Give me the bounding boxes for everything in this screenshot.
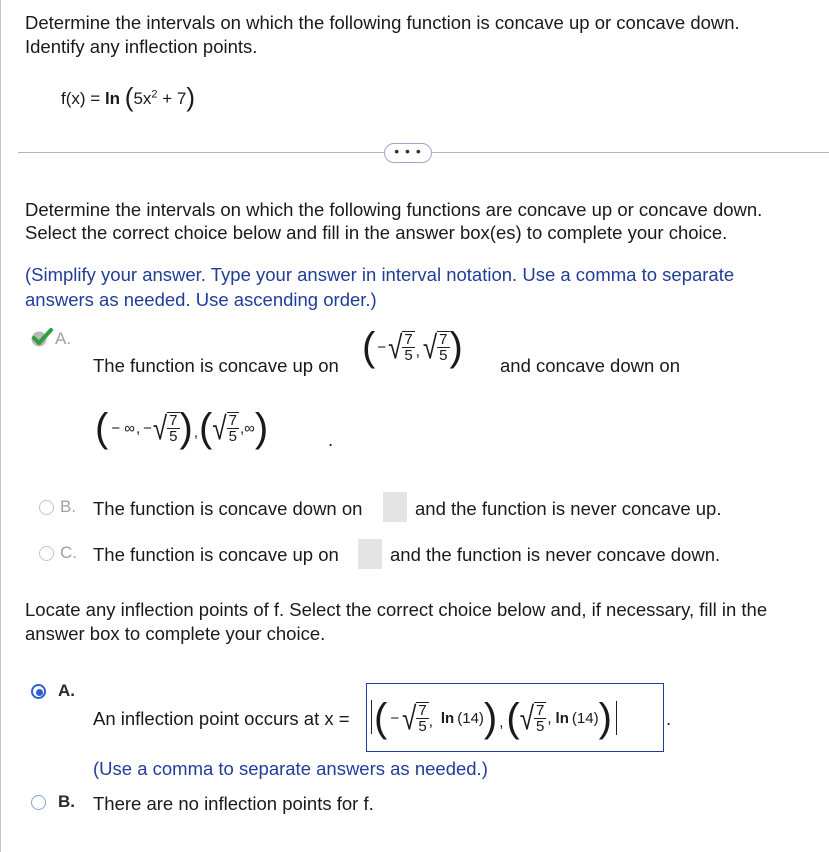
- answer2-comma3: ,: [239, 419, 245, 437]
- part1-instruction-line1: Determine the intervals on which the following functions are concave up or concave down.: [25, 199, 763, 220]
- part1-option-b-answer-box[interactable]: [383, 492, 407, 522]
- frac-den: 5: [418, 718, 427, 735]
- frac-den: 5: [228, 428, 237, 445]
- answer3-ln2: ln: [555, 709, 569, 727]
- frac-den: 5: [536, 718, 545, 735]
- answer2-rparen2: ): [254, 406, 269, 450]
- frac-num: 7: [228, 412, 237, 429]
- answer1-sqrt1: [388, 328, 415, 366]
- answer-divider: [616, 701, 617, 735]
- function-lhs: f(x) =: [61, 89, 101, 108]
- part2-option-b-radio[interactable]: [31, 795, 46, 810]
- part1-option-c-text2: and the function is never concave down.: [390, 544, 721, 565]
- question-text-line2: Identify any inflection points.: [25, 36, 258, 57]
- inflection-answer: [368, 695, 617, 741]
- part1-option-c-answer-box[interactable]: [358, 539, 382, 569]
- answer3-rparen2: ): [598, 696, 612, 740]
- answer3-ln-arg1: (14): [457, 709, 484, 727]
- part1-option-c-text1: The function is concave up on: [93, 544, 339, 565]
- answer3-lparen1: (: [374, 696, 388, 740]
- answer1-minus: −: [377, 338, 387, 356]
- part1-option-b-text2: and the function is never concave up.: [415, 498, 722, 519]
- part2-option-a-period: .: [666, 708, 672, 729]
- answer3-comma3: ,: [547, 709, 552, 727]
- answer2-sqrt1: [152, 409, 180, 447]
- part1-option-b-text1: The function is concave down on: [93, 498, 363, 519]
- answer2-sqrt2: [212, 409, 239, 447]
- frac-num: 7: [404, 331, 413, 348]
- function-exp: 2: [151, 88, 158, 101]
- part1-option-a-period: .: [328, 429, 334, 450]
- sqrt-icon: √: [402, 699, 417, 737]
- part1-option-b-letter: B.: [60, 497, 77, 516]
- part2-option-b-text: There are no inflection points for f.: [93, 793, 374, 814]
- answer3-rparen1: ): [483, 696, 498, 740]
- answer1-comma: ,: [415, 342, 420, 360]
- answer3-comma1: ,: [428, 712, 433, 730]
- part2-option-a-note: (Use a comma to separate answers as needed.): [93, 758, 488, 779]
- answer2-comma2: ,: [193, 423, 199, 441]
- answer2-lparen2: (: [199, 406, 213, 450]
- sqrt-icon: √: [212, 409, 227, 447]
- answer2-lparen1: (: [95, 406, 109, 450]
- part2-instruction-line1: Locate any inflection points of f. Select the correct choice below and, if necessary, fill in the: [25, 599, 768, 620]
- concave-down-answer: [95, 403, 268, 453]
- answer2-minus: −: [143, 419, 152, 437]
- answer3-ln1: ln: [440, 709, 455, 727]
- frac-num: 7: [536, 702, 545, 719]
- answer1-lparen: (: [362, 325, 376, 369]
- sqrt-icon: √: [388, 328, 403, 366]
- part1-instruction-line2: Select the correct choice below and fill in the answer box(es) to complete your choice.: [25, 222, 728, 243]
- part2-option-a-radio[interactable]: [31, 684, 46, 699]
- frac-den: 5: [404, 347, 413, 364]
- answer3-minus: −: [390, 709, 400, 727]
- part1-option-b-radio[interactable]: [39, 500, 54, 515]
- answer2-rparen1: ): [179, 406, 193, 450]
- answer2-inf: ∞: [244, 419, 255, 437]
- function-arg: 5x: [133, 89, 152, 108]
- answer3-ln-arg2: (14): [571, 709, 599, 727]
- concave-up-answer: [362, 322, 463, 372]
- part1-option-c-radio[interactable]: [39, 546, 54, 561]
- expand-toggle-button[interactable]: • • •: [384, 143, 432, 163]
- part2-option-a-letter: A.: [58, 681, 75, 700]
- answer3-comma2: ,: [499, 713, 504, 731]
- frac-num: 7: [418, 702, 427, 719]
- frac-num: 7: [439, 331, 448, 348]
- part1-option-a-letter: A.: [55, 329, 72, 348]
- sqrt-icon: √: [519, 699, 535, 737]
- answer3-sqrt1: [402, 699, 429, 737]
- answer1-sqrt2: [422, 328, 450, 366]
- answer1-rparen: ): [449, 325, 463, 369]
- function-expression: [61, 80, 195, 111]
- answer3-sqrt2: [519, 699, 547, 737]
- function-lparen: (: [124, 82, 134, 112]
- function-rest: + 7: [162, 89, 187, 108]
- answer2-neg-inf: − ∞: [111, 419, 135, 437]
- answer2-comma1: ,: [135, 419, 141, 437]
- part1-option-c-letter: C.: [60, 543, 77, 562]
- part1-option-a-text1: The function is concave up on: [93, 355, 339, 376]
- frac-den: 5: [439, 347, 448, 364]
- sqrt-icon: √: [422, 328, 438, 366]
- answer-divider: [371, 700, 372, 734]
- function-ln: ln: [104, 89, 121, 108]
- sqrt-icon: √: [152, 409, 168, 447]
- part2-option-b-letter: B.: [58, 792, 75, 811]
- question-text-line1: Determine the intervals on which the following function is concave up or concave down.: [25, 12, 740, 33]
- part1-option-a-text2: and concave down on: [500, 355, 680, 376]
- correct-check-icon: [30, 328, 54, 348]
- part1-hint-line1: (Simplify your answer. Type your answer in interval notation. Use a comma to separate: [25, 264, 735, 285]
- answer3-lparen2: (: [506, 696, 520, 740]
- part1-hint-line2: answers as needed. Use ascending order.): [25, 289, 377, 310]
- left-border: [0, 0, 1, 852]
- part2-instruction-line2: answer box to complete your choice.: [25, 623, 326, 644]
- part2-option-a-text: An inflection point occurs at x =: [93, 708, 350, 729]
- frac-den: 5: [169, 428, 178, 445]
- frac-num: 7: [169, 412, 178, 429]
- function-rparen: ): [186, 82, 196, 112]
